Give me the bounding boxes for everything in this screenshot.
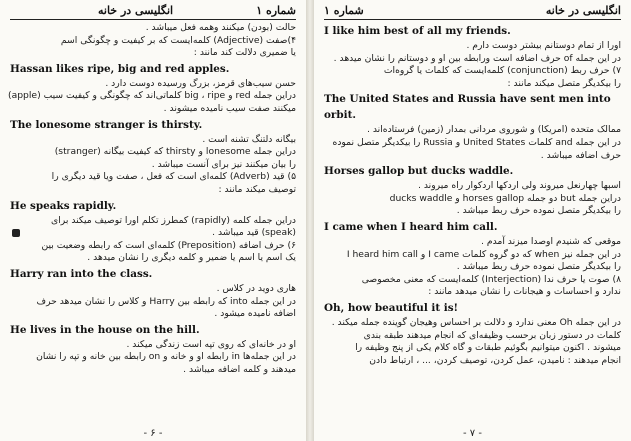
english-example-sentence: orbit. — [324, 109, 357, 122]
persian-text-line: یک اسم یا اسم یا ضمیر و کلمه دیگری را نشان میدهد . — [87, 252, 296, 264]
persian-text-line: او در خانه‌ای که روی تپه است زندگی میکند . — [126, 338, 296, 350]
persian-text-line: دراین جمله red و big ، ripe کلماتی‌اند که چگونگی و کیفیت سیب (apple) — [7, 90, 296, 102]
persian-text-line: اسبها چهارنعل میروند ولی اردکها اردکوار راه میروند . — [418, 180, 621, 192]
persian-text-line: را بیکدیگر متصل نموده حرف ربط میباشد . — [456, 261, 621, 273]
persian-text-line: ۶) حرف اضافه (Preposition) کلمه‌ای است که رابطه وضعیت بین — [41, 239, 296, 251]
left-page-header — [10, 3, 296, 20]
persian-text-line: را بیکدیگر متصل میکند مانند : — [507, 77, 621, 89]
ink-blot — [12, 229, 20, 237]
persian-text-line: حرف اضافه میباشد . — [540, 149, 621, 161]
persian-text-line: دراین جمله کلمه (rapidly) کمطرز تکلم اورا توصیف میکند برای — [51, 214, 296, 226]
right-page-issue-number: شماره ۱ — [324, 4, 364, 17]
persian-text-line: در این جمله‌ها in رابطه او و خانه و on رابطه بین خانه و تپه را نشان — [36, 351, 296, 363]
persian-text-line: در این جمله into که رابطه بین Harry و کلاس را نشان میدهد حرف — [36, 295, 296, 307]
persian-text-line: دراین جمله but دو جمله horses gallop و ducks waddle — [389, 192, 621, 204]
persian-text-line: را بیان میکنند نیز برای آنست میباشد . — [151, 158, 296, 170]
persian-text-line: ۷) حرف ربط (conjunction) کلمه‌ایست که کلمات یا گروه‌ات — [383, 65, 621, 77]
persian-text-line: ۸) صوت یا حرف ندا (Interjection) کلمه‌ایست که معنی مخصوصی — [361, 273, 621, 285]
english-example-sentence: Oh, how beautiful it is! — [324, 301, 459, 314]
english-example-sentence: He speaks rapidly. — [10, 199, 117, 212]
persian-text-line: اورا از تمام دوستانم بیشتر دوست دارم . — [466, 40, 621, 51]
left-page-issue-number: شماره ۱ — [256, 4, 296, 17]
persian-text-line: دراین جمله lonesome و thirsty که کیفیت بیگانه (stranger) — [54, 146, 296, 158]
left-page-footer: - ۶ - — [143, 428, 163, 439]
right-page — [314, 0, 631, 441]
persian-text-line: انجام میدهند : نامیدن، عمل کردن، توصیف کردن، ... ، ارتباط دادن — [369, 354, 621, 366]
english-example-sentence: I like him best of all my friends. — [324, 25, 511, 37]
right-page-header — [324, 3, 621, 20]
persian-text-line: میشوند . اکنون میتوانیم بگوئیم طبقات و گاه کلام یکی از پنج وظیفه را — [355, 342, 621, 354]
persian-text-line: در این جمله of حرف اضافه است ورابطه بین او و دوستانم را نشان میدهد . — [333, 52, 621, 64]
english-example-sentence: Hassan likes ripe, big and red apples. — [10, 62, 230, 75]
persian-text-line: حالت (بودن) میکنند وهمه فعل میباشد . — [145, 22, 296, 33]
persian-text-line: در این جمله Oh معنی ندارد و دلالت بر احساس وهیجان گوینده جمله میکند . — [331, 316, 621, 328]
persian-text-line: موقعی که شنیدم اوصدا میزند آمدم . — [481, 235, 621, 247]
english-example-sentence: Harry ran into the class. — [10, 267, 153, 280]
persian-text-line: در این جمله نیز when که دو گروه کلمات I came و I heard him call — [346, 248, 621, 260]
book-gutter — [306, 0, 314, 441]
persian-text-line: هاری دوید در کلاس . — [216, 282, 296, 294]
persian-text-line: کلمات در دستور زبان برحسب وظیفه‌ای که انجام میدهند طبقه بندی — [363, 329, 621, 341]
left-page-running-title: انگلیسی در خانه — [98, 4, 174, 17]
persian-text-line: ندارد و احساسات و هیجانات را نشان میدهد مانند : — [428, 286, 621, 298]
persian-text-line: ممالک متحده (امریکا) و شوروی مردانی بمدار (زمین) فرستاده‌اند . — [367, 124, 621, 136]
english-example-sentence: Horses gallop but ducks waddle. — [324, 165, 514, 178]
persian-text-line: میدهند و کلمه اضافه میباشد . — [183, 363, 296, 375]
persian-text-line: حسن سیب‌های قرمز، بزرگ ورسیده دوست دارد . — [105, 77, 296, 89]
persian-text-line: در این جمله and کلمات United States و Russia را بیکدیگر متصل نموده — [332, 136, 621, 148]
english-example-sentence: I came when I heard him call. — [324, 220, 498, 233]
english-example-sentence: He lives in the house on the hill. — [10, 323, 200, 336]
persian-text-line: توصیف میکند مانند : — [218, 183, 296, 195]
left-page-body — [7, 22, 296, 425]
right-page-footer: - ۷ - — [463, 428, 482, 439]
right-page-running-title: انگلیسی در خانه — [545, 4, 621, 17]
persian-text-line: میکنند صفت سیب نامیده میشوند . — [163, 102, 296, 114]
english-example-sentence: The United States and Russia have sent men into — [324, 93, 611, 106]
persian-text-line: ۵) قید (Adverb) کلمه‌ای است که فعل ، صفت ویا قید دیگری را — [51, 171, 296, 183]
persian-text-line: بیگانه دلتنگ تشنه است . — [202, 133, 296, 145]
persian-text-line: را بیکدیگر متصل نموده حرف ربط میباشد . — [456, 205, 621, 217]
persian-text-line: ۴)صفت (Adjective) کلمه‌ایست که بر کیفیت و چگونگی اسم — [60, 34, 296, 46]
english-example-sentence: The lonesome stranger is thirsty. — [10, 118, 203, 131]
persian-text-line: اضافه نامیده میشود . — [214, 308, 296, 320]
persian-text-line: (speak) قید میباشد . — [212, 227, 296, 239]
right-page-body — [324, 22, 621, 425]
left-page — [0, 0, 306, 441]
persian-text-line: یا ضمیری دلالت کند مانند : — [193, 47, 296, 59]
